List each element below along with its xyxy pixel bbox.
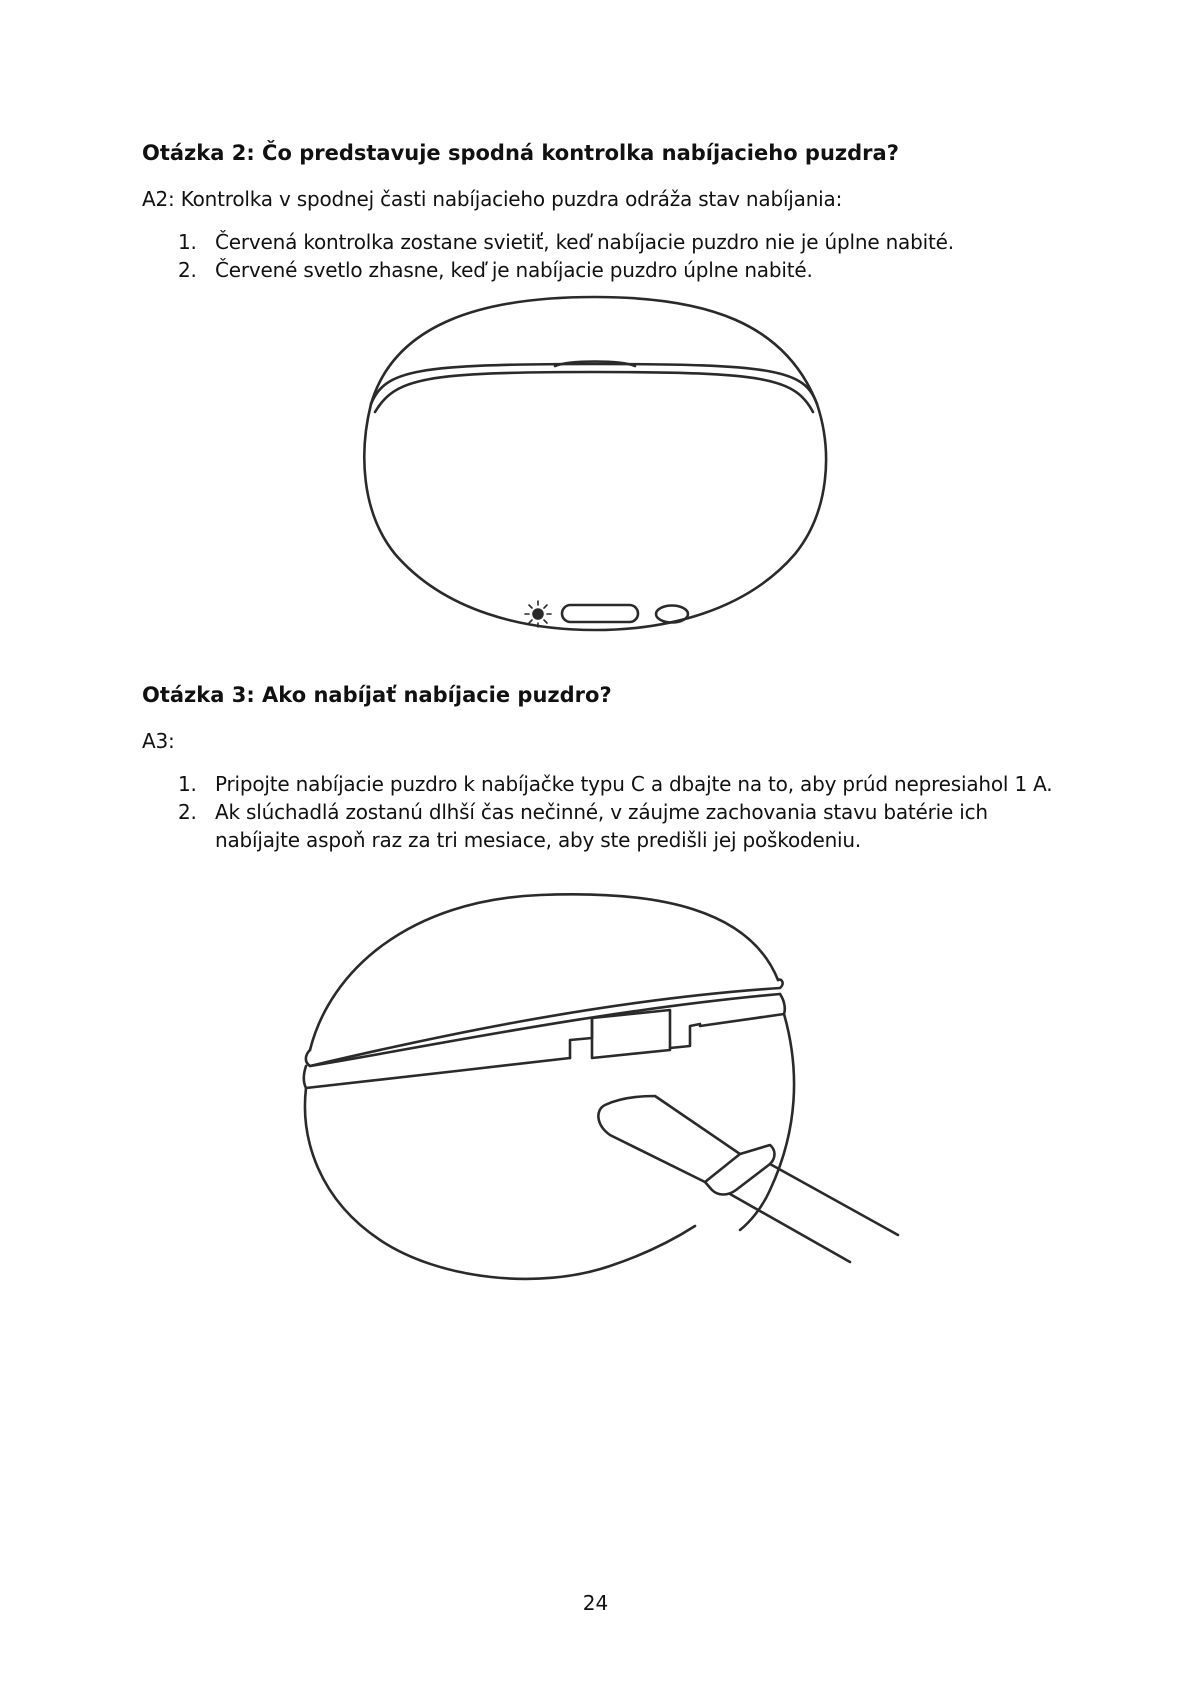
page-number: 24 — [582, 1591, 609, 1615]
list-item — [178, 798, 1058, 854]
list-item-text: Ak slúchadlá zostanú dlhší čas nečinné, v záujme zachovania stavu batérie ich nabíjajte aspoň raz za tri mesiace, aby ste predišli jej poškodeniu. — [215, 800, 988, 852]
list-item-text: Červená kontrolka zostane svietiť, keď nabíjacie puzdro nie je úplne nabité. — [215, 230, 954, 254]
answer-3-intro: A3: — [142, 729, 175, 753]
answer-2-steps — [178, 228, 954, 284]
list-item-text: Pripojte nabíjacie puzdro k nabíjačke typu C a dbajte na to, aby prúd nepresiahol 1 A. — [215, 772, 1053, 796]
question-2-title: Otázka 2: Čo predstavuje spodná kontrolka nabíjacieho puzdra? — [142, 141, 899, 165]
charging-case-cable-illustration — [300, 890, 940, 1300]
list-item — [178, 256, 954, 284]
list-item-number: 1. — [178, 230, 197, 254]
answer-2-intro: A2: Kontrolka v spodnej časti nabíjacieho puzdra odráža stav nabíjania: — [142, 187, 843, 211]
led-indicator-icon — [525, 601, 551, 627]
list-item-text: Červené svetlo zhasne, keď je nabíjacie puzdro úplne nabité. — [215, 258, 813, 282]
charging-case-led-illustration — [355, 292, 840, 642]
list-item-number: 2. — [178, 800, 197, 824]
list-item — [178, 770, 1058, 798]
question-3-title: Otázka 3: Ako nabíjať nabíjacie puzdro? — [142, 683, 612, 707]
list-item — [178, 228, 954, 256]
list-item-number: 2. — [178, 258, 197, 282]
answer-3-steps — [178, 770, 1058, 854]
list-item-number: 1. — [178, 772, 197, 796]
